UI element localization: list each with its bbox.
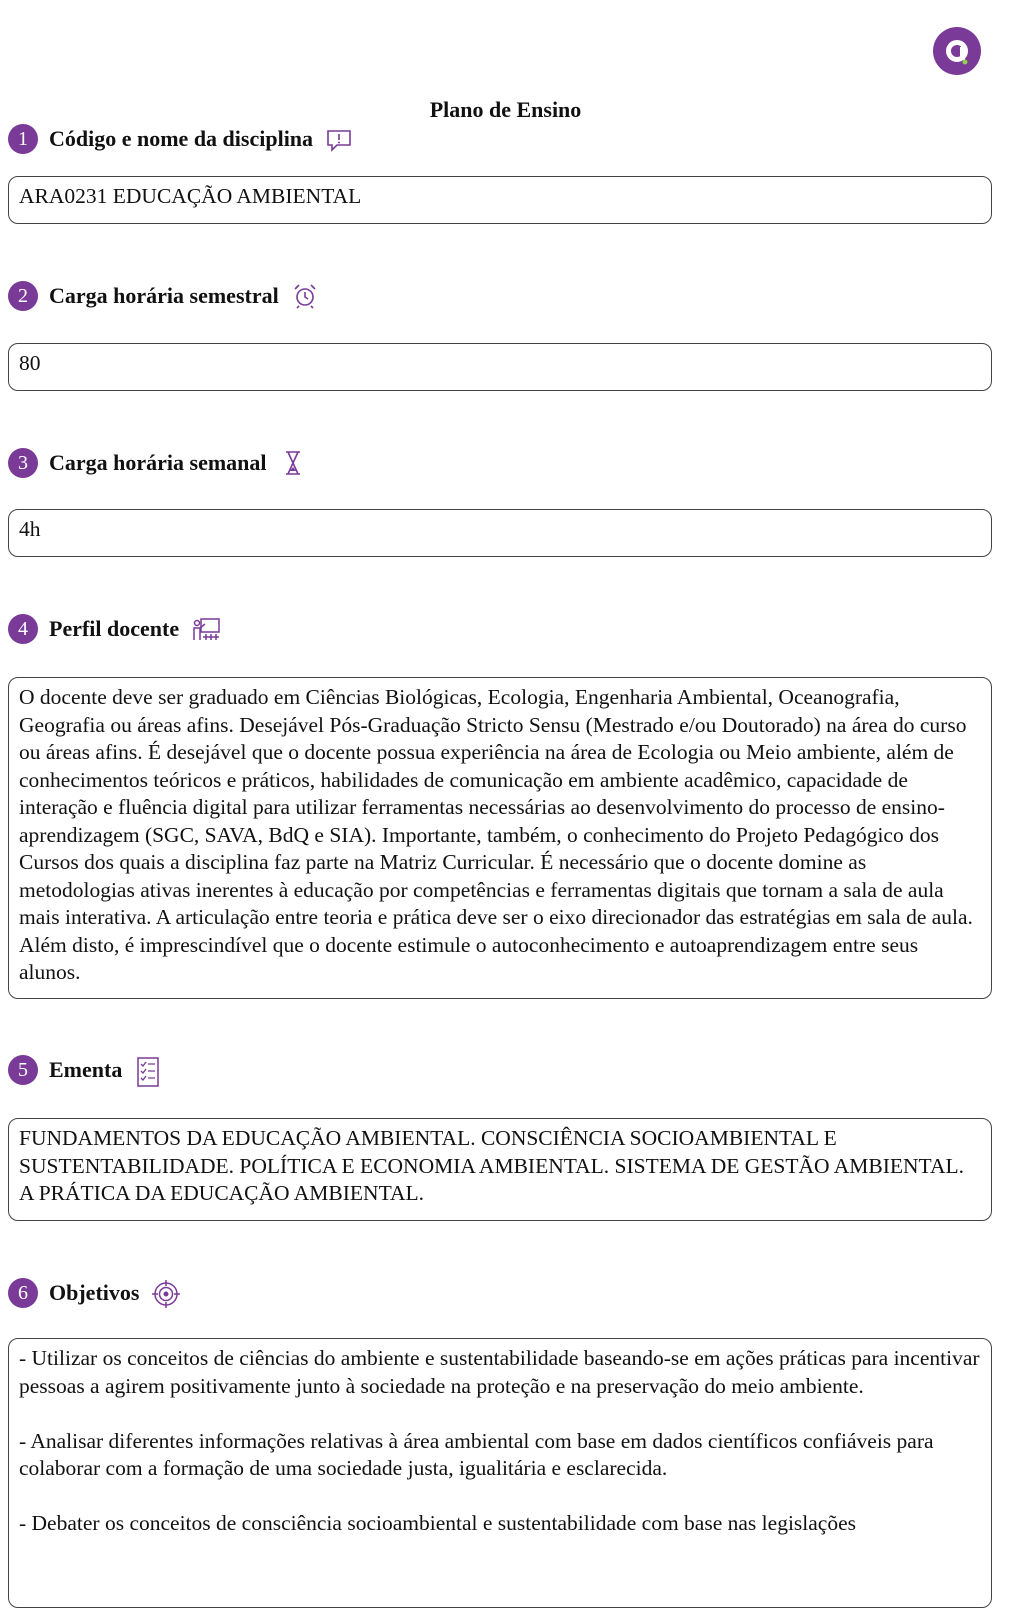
teacher-profile-text: O docente deve ser graduado em Ciências Biológicas, Ecologia, Engenharia Ambiental, Oceanografia, Geografia ou áreas afins. Desejável Pós-Graduação Stricto Sensu (Mestrado e/ou Doutorado) na área do curso ou áreas afins. É desejável que o docente possua experiência na área de Ecologia ou Meio ambiente, além de conhecimentos teóricos e práticos, habilidades de comunicação em ambiente acadêmico, capacidade de interação e fluência digital para utilizar ferramentas necessárias ao desenvolvimento do processo de ensino-aprendizagem (SGC, SAVA, BdQ e SIA). Importante, também, o conhecimento do Projeto Pedagógico dos Cursos dos quais a disciplina faz parte na Matriz Curricular. É necessário que o docente domine as metodologias ativas inerentes à educação por competências e ferramentas digitais que tornam a sala de aula mais interativa. A articulação entre teoria e prática deve ser o eixo direcionador das estratégias em sala de aula. Além disto, é imprescindível que o docente estimule o autoconhecimento e autoaprendizagem entre seus alunos.: [8, 677, 992, 999]
target-icon: [151, 1279, 179, 1307]
weekly-hours-field: 4h: [8, 509, 992, 557]
syllabus-text: FUNDAMENTOS DA EDUCAÇÃO AMBIENTAL. CONSCIÊNCIA SOCIOAMBIENTAL E SUSTENTABILIDADE. POLÍTICA E ECONOMIA AMBIENTAL. SISTEMA DE GESTÃO AMBIENTAL. A PRÁTICA DA EDUCAÇÃO AMBIENTAL.: [8, 1118, 992, 1221]
objective-item: - Utilizar os conceitos de ciências do ambiente e sustentabilidade baseando-se em ações práticas para incentivar pessoas a agirem positivamente junto à sociedade na proteção e na preservação do meio ambiente.: [19, 1346, 980, 1398]
section-title: Código e nome da disciplina: [49, 126, 314, 151]
section-number-badge: 4: [8, 614, 38, 644]
section-heading-perfil-docente: [8, 613, 219, 645]
objective-item: - Analisar diferentes informações relativas à área ambiental com base em dados científicos confiáveis para colaborar com a formação de uma sociedade justa, igualitária e esclarecida.: [19, 1428, 934, 1480]
page-title: Plano de Ensino: [429, 97, 582, 122]
section-title: Carga horária semestral: [49, 283, 279, 308]
section-number-badge: 1: [8, 124, 38, 154]
section-title: Objetivos: [49, 1280, 140, 1305]
semester-hours-field: 80: [8, 343, 992, 391]
section-title: Ementa: [49, 1057, 123, 1082]
info-comment-icon: [325, 125, 353, 153]
section-heading-ementa: [8, 1054, 162, 1086]
brand-logo: [933, 27, 981, 75]
section-number-badge: 6: [8, 1278, 38, 1308]
objective-item: - Debater os conceitos de consciência socioambiental e sustentabilidade com base nas legislações: [19, 1511, 856, 1535]
section-heading-objetivos: [8, 1277, 179, 1309]
objectives-list: [8, 1338, 992, 1608]
section-heading-carga-semestral: [8, 280, 319, 312]
section-number-badge: 2: [8, 281, 38, 311]
alarm-clock-icon: [291, 282, 319, 310]
section-heading-carga-semanal: [8, 447, 307, 479]
course-code-field: ARA0231 EDUCAÇÃO AMBIENTAL: [8, 176, 992, 224]
teacher-board-icon: [191, 615, 219, 643]
brand-logo-icon: [933, 27, 981, 75]
section-number-badge: 5: [8, 1055, 38, 1085]
checklist-icon: [134, 1056, 162, 1084]
section-title: Carga horária semanal: [49, 450, 267, 475]
section-heading-codigo: [8, 123, 353, 155]
section-number-badge: 3: [8, 448, 38, 478]
hourglass-icon: [279, 449, 307, 477]
section-title: Perfil docente: [49, 616, 180, 641]
